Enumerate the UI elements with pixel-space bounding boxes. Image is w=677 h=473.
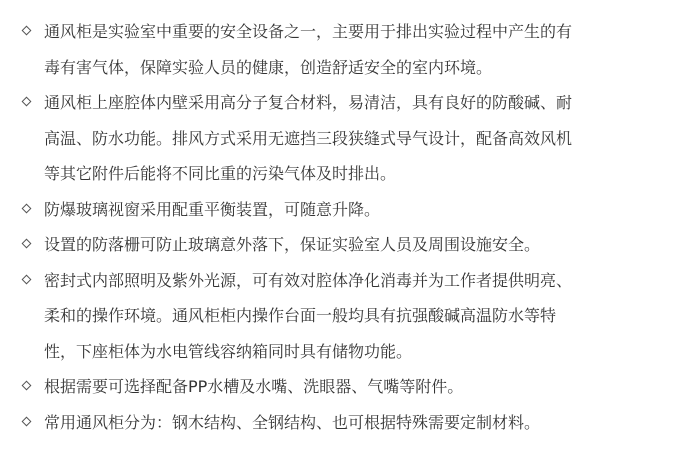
list-item (0, 405, 677, 441)
list-item-line: 防爆玻璃视窗采用配重平衡装置，可随意升降。 (44, 199, 381, 219)
diamond-bullet-icon (22, 26, 32, 36)
list-item-line: 性，下座柜体为水电管线容纳箱同时具有储物功能。 (44, 341, 413, 361)
list-item (0, 227, 677, 263)
diamond-bullet-icon (22, 203, 32, 213)
list-item-line: 柔和的操作环境。通风柜柜内操作台面一般均具有抗强酸碱高温防水等特 (44, 306, 557, 325)
list-item (0, 369, 677, 405)
list-item (0, 263, 677, 370)
list-item-line: 高温、防水功能。排风方式采用无遮挡三段狭缝式导气设计，配备高效风机 (44, 128, 573, 148)
diamond-bullet-icon (22, 97, 32, 107)
list-item-line: 常用通风柜分为：钢木结构、全钢结构、也可根据特殊需要定制材料。 (44, 412, 541, 432)
list-item-line: 毒有害气体，保障实验人员的健康，创造舒适安全的室内环境。 (44, 57, 493, 77)
feature-list (0, 14, 677, 440)
diamond-bullet-icon (22, 381, 32, 391)
list-item-line: 等其它附件后能将不同比重的污染气体及时排出。 (44, 164, 397, 183)
list-item (0, 192, 677, 228)
diamond-bullet-icon (22, 239, 32, 249)
list-item-line: 根据需要可选择配备PP水槽及水嘴、洗眼器、气嘴等附件。 (44, 377, 464, 396)
list-item-line: 密封式内部照明及紫外光源，可有效对腔体净化消毒并为工作者提供明亮、 (44, 270, 573, 290)
diamond-bullet-icon (22, 274, 32, 284)
list-item-line: 设置的防落栅可防止玻璃意外落下，保证实验室人员及周围设施安全。 (44, 235, 541, 254)
list-item (0, 14, 677, 85)
list-item (0, 85, 677, 192)
list-item-line: 通风柜上座腔体内壁采用高分子复合材料，易清洁，具有良好的防酸碱、耐 (44, 93, 573, 112)
diamond-bullet-icon (22, 416, 32, 426)
list-item-line: 通风柜是实验室中重要的安全设备之一，主要用于排出实验过程中产生的有 (44, 22, 573, 41)
